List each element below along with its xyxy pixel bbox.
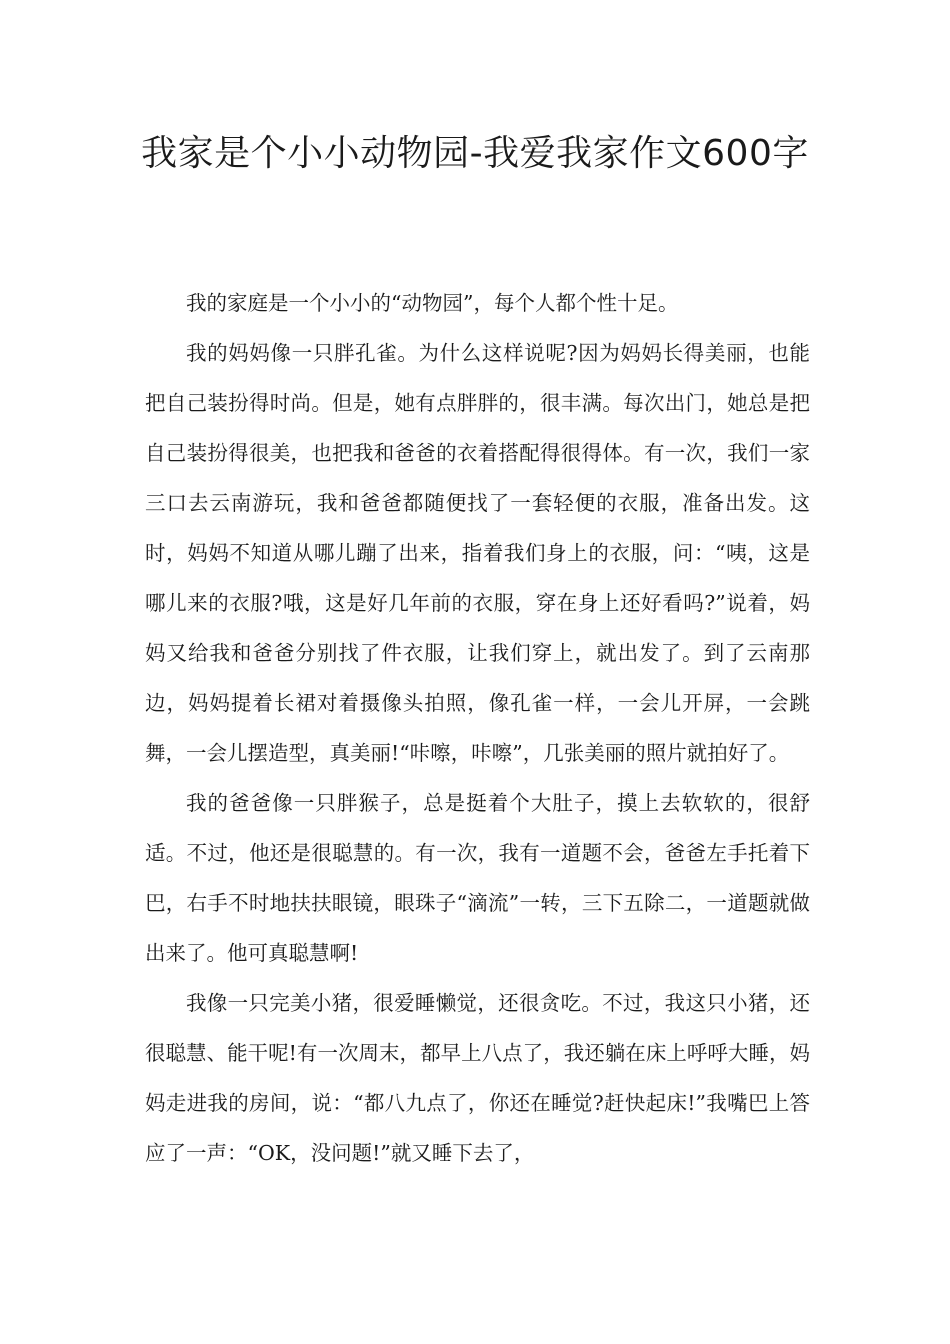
document-body [145, 278, 810, 1178]
document-title: 我家是个小小动物园-我爱我家作文600字 [141, 133, 809, 174]
paragraph: 我的爸爸像一只胖猴子，总是挺着个大肚子，摸上去软软的，很舒适。不过，他还是很聪慧的。有一次，我有一道题不会，爸爸左手托着下巴，右手不时地扶扶眼镜，眼珠子“滴流”一转，三下五除二，一道题就做出来了。他可真聪慧啊! [145, 791, 810, 965]
paragraph: 我像一只完美小猪，很爱睡懒觉，还很贪吃。不过，我这只小猪，还很聪慧、能干呢!有一次周末，都早上八点了，我还躺在床上呼呼大睡，妈妈走进我的房间，说：“都八九点了，你还在睡觉?赶快起床!”我嘴巴上答应了一声：“OK，没问题!”就又睡下去了， [145, 991, 810, 1165]
paragraph: 我的家庭是一个小小的“动物园”，每个人都个性十足。 [186, 291, 679, 315]
paragraph: 我的妈妈像一只胖孔雀。为什么这样说呢?因为妈妈长得美丽，也能把自己装扮得时尚。但是，她有点胖胖的，很丰满。每次出门，她总是把自己装扮得很美，也把我和爸爸的衣着搭配得很得体。有一次，我们一家三口去云南游玩，我和爸爸都随便找了一套轻便的衣服，准备出发。这时，妈妈不知道从哪儿蹦了出来，指着我们身上的衣服，问：“咦，这是哪儿来的衣服?哦，这是好几年前的衣服，穿在身上还好看吗?”说着，妈妈又给我和爸爸分别找了件衣服，让我们穿上，就出发了。到了云南那边，妈妈提着长裙对着摄像头拍照，像孔雀一样，一会儿开屏，一会跳舞，一会儿摆造型，真美丽!“咔嚓，咔嚓”，几张美丽的照片就拍好了。 [145, 341, 810, 765]
